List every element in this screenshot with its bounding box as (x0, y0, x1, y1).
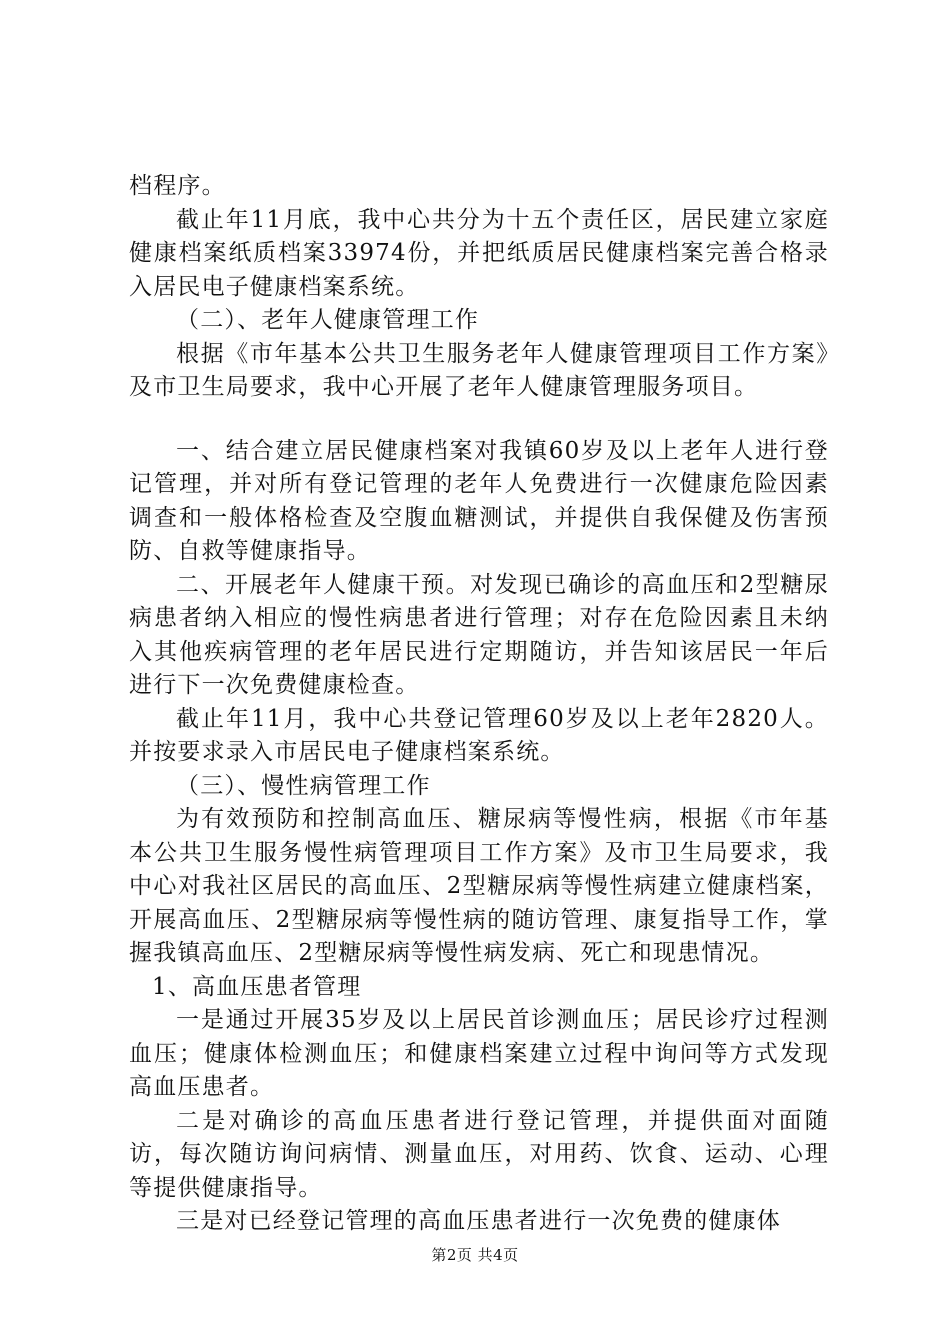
paragraph-elderly-item-1: 一、结合建立居民健康档案对我镇60岁及以上老年人进行登记管理，并对所有登记管理的老年人免费进行一次健康危险因素调查和一般体格检查及空腹血糖测试，并提供自我保健及伤害预防、自救等健康指导。 (129, 437, 829, 564)
paragraph-hypertension-1: 一是通过开展35岁及以上居民首诊测血压；居民诊疗过程测血压；健康体检测血压；和健康档案建立过程中询问等方式发现高血压患者。 (129, 1007, 829, 1100)
paragraph-hypertension-3: 三是对已经登记管理的高血压患者进行一次免费的健康体 (176, 1208, 781, 1234)
paragraph-gap (129, 405, 829, 435)
document-body (129, 170, 829, 1239)
paragraph-chronic-intro: 为有效预防和控制高血压、糖尿病等慢性病，根据《市年基本公共卫生服务慢性病管理项目工作方案》及市卫生局要求，我中心对我社区居民的高血压、2型糖尿病等慢性病建立健康档案，开展高血压、2型糖尿病等慢性病的随访管理、康复指导工作，掌握我镇高血压、2型糖尿病等慢性病发病、死亡和现患情况。 (129, 806, 829, 966)
paragraph-hypertension-2: 二是对确诊的高血压患者进行登记管理，并提供面对面随访，每次随访询问病情、测量血压，对用药、饮食、运动、心理等提供健康指导。 (129, 1107, 829, 1201)
paragraph-archive-summary: 截止年11月底，我中心共分为十五个责任区，居民建立家庭健康档案纸质档案33974份，并把纸质居民健康档案完善合格录入居民电子健康档案系统。 (129, 206, 829, 300)
page-footer: 第2页 共4页 (431, 1246, 519, 1264)
subheading-hypertension: 1、高血压患者管理 (152, 973, 362, 1000)
paragraph-elderly-summary: 截止年11月，我中心共登记管理60岁及以上老年2820人。并按要求录入市居民电子健康档案系统。 (129, 705, 829, 765)
section-heading-chronic: （三）、慢性病管理工作 (176, 772, 431, 799)
paragraph-continuation: 档程序。 (129, 173, 226, 199)
section-heading-elderly: （二）、老年人健康管理工作 (176, 307, 480, 333)
paragraph-elderly-intro: 根据《市年基本公共卫生服务老年人健康管理项目工作方案》及市卫生局要求，我中心开展了老年人健康管理服务项目。 (129, 340, 829, 400)
paragraph-elderly-item-2: 二、开展老年人健康干预。对发现已确诊的高血压和2型糖尿病患者纳入相应的慢性病患者进行管理；对存在危险因素且未纳入其他疾病管理的老年居民进行定期随访，并告知该居民一年后进行下一次免费健康检查。 (129, 571, 829, 698)
